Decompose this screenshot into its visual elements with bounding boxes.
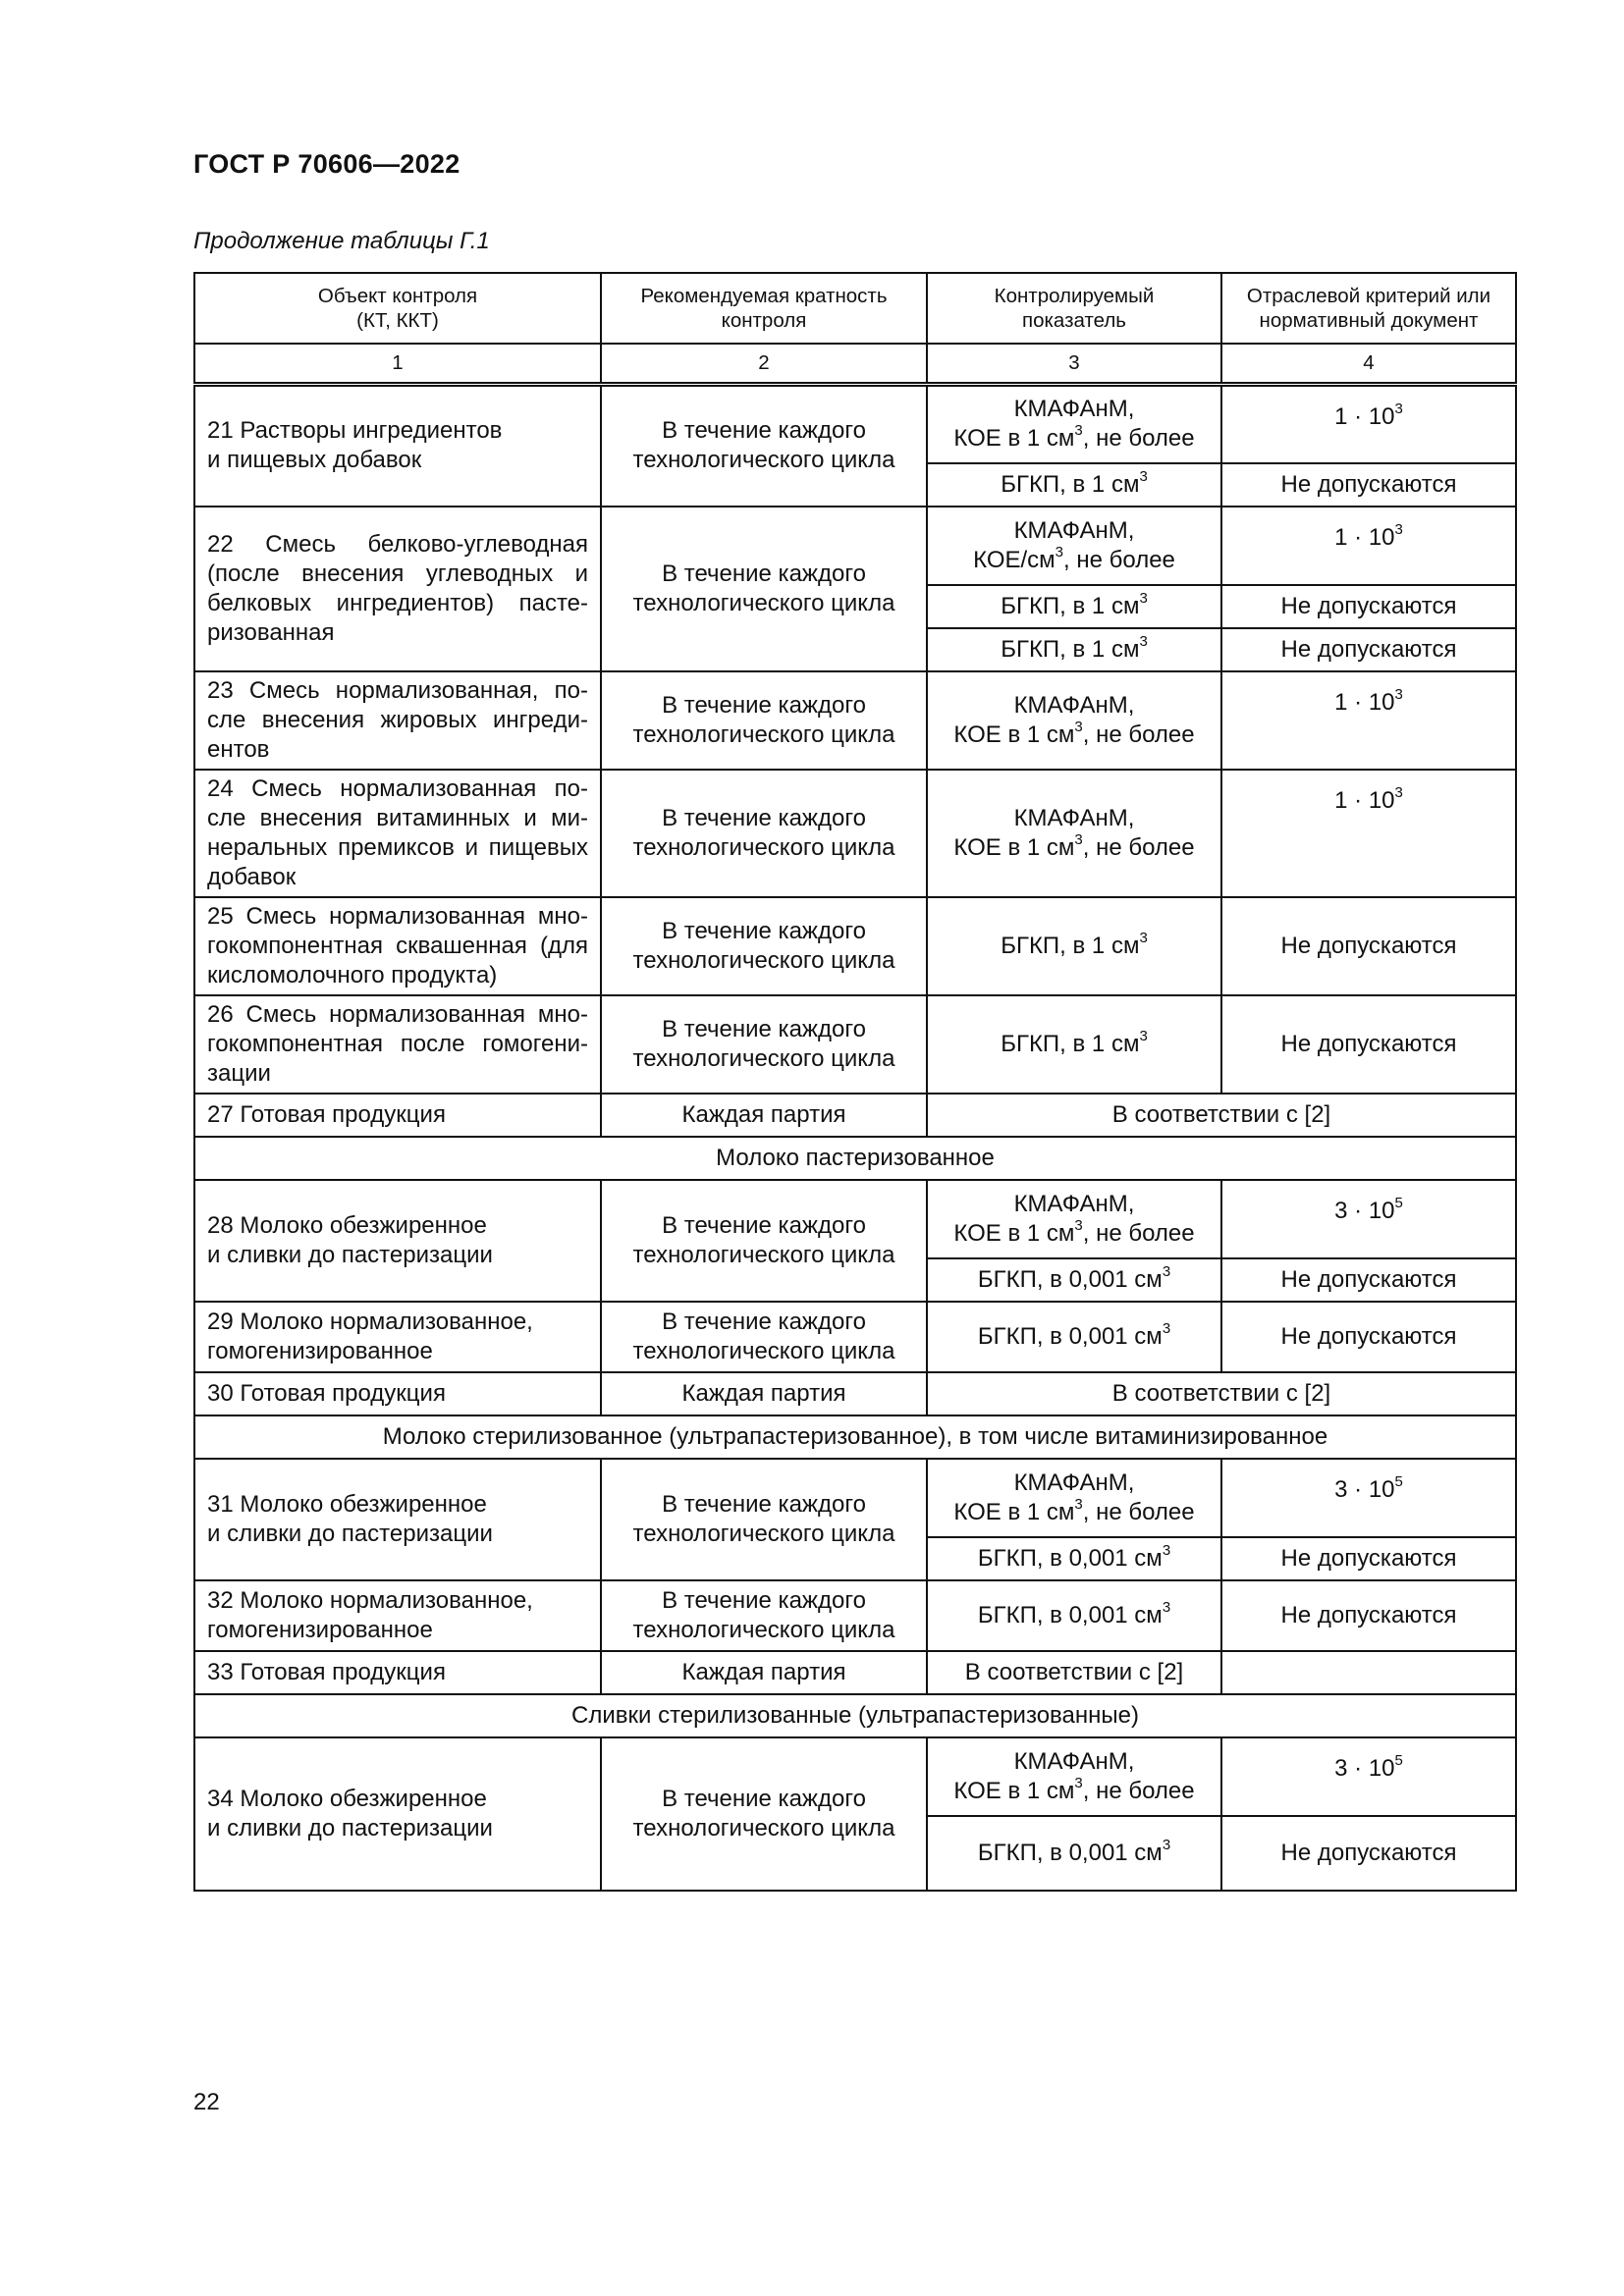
criterion-text: 1 · 10 xyxy=(1334,403,1395,430)
column-number: 3 xyxy=(927,344,1221,385)
section-row xyxy=(194,1415,1516,1459)
indicator-unit-exponent: 3 xyxy=(1055,543,1064,561)
control-object: 28 Молоко обезжиренное и сливки до пастеризации xyxy=(194,1180,601,1302)
control-frequency: Каждая партия xyxy=(601,1651,927,1694)
controlled-indicator xyxy=(927,507,1221,585)
indicator-unit-exponent: 3 xyxy=(1162,1262,1171,1280)
indicator-text: КМАФАнМ, КОЕ в 1 см xyxy=(953,1468,1135,1525)
table-caption: Продолжение таблицы Г.1 xyxy=(193,228,490,254)
controlled-indicator xyxy=(927,1537,1221,1580)
industry-criterion xyxy=(1221,463,1516,507)
normative-reference: В соответствии с [2] xyxy=(927,1372,1516,1415)
indicator-unit-exponent: 3 xyxy=(1074,1216,1083,1234)
column-number: 4 xyxy=(1221,344,1516,385)
indicator-unit-exponent: 3 xyxy=(1074,830,1083,848)
column-header: Объект контроля (КТ, ККТ) xyxy=(194,273,601,344)
section-title: Сливки стерилизованные (ультрапастеризованные) xyxy=(194,1694,1516,1737)
control-frequency: Каждая партия xyxy=(601,1094,927,1137)
control-frequency: В течение каждого технологического цикла xyxy=(601,1737,927,1891)
criterion-text: 1 · 10 xyxy=(1334,523,1395,551)
control-object: 27 Готовая продукция xyxy=(194,1094,601,1137)
indicator-text: БГКП, в 1 см xyxy=(1001,635,1140,663)
industry-criterion xyxy=(1221,995,1516,1094)
industry-criterion xyxy=(1221,1580,1516,1651)
criterion-text: 3 · 10 xyxy=(1334,1475,1395,1503)
table-row xyxy=(194,1094,1516,1137)
indicator-unit-exponent: 3 xyxy=(1074,718,1083,735)
table-header-row xyxy=(194,273,1516,344)
criterion-exponent: 5 xyxy=(1394,1751,1403,1769)
criterion-text: 3 · 10 xyxy=(1334,1754,1395,1782)
control-frequency: В течение каждого технологического цикла xyxy=(601,770,927,897)
industry-criterion xyxy=(1221,1537,1516,1580)
indicator-text: БГКП, в 1 см xyxy=(1001,1030,1140,1057)
indicator-suffix: , не более xyxy=(1063,546,1175,573)
indicator-text: БГКП, в 0,001 см xyxy=(977,1322,1163,1350)
criterion-text: 1 · 10 xyxy=(1334,786,1395,814)
control-object: 25 Смесь нормализованная мно-гокомпонентная сквашенная (для кисломолочного продукта) xyxy=(194,897,601,995)
control-object: 21 Растворы ингредиентов и пищевых добавок xyxy=(194,385,601,507)
control-frequency: В течение каждого технологического цикла xyxy=(601,507,927,671)
column-header: Контролируемый показатель xyxy=(927,273,1221,344)
industry-criterion xyxy=(1221,770,1516,897)
indicator-unit-exponent: 3 xyxy=(1139,1027,1148,1044)
criterion-text: Не допускаются xyxy=(1280,1265,1457,1293)
criterion-text: Не допускаются xyxy=(1280,592,1457,619)
table-row xyxy=(194,995,1516,1094)
control-frequency: В течение каждого технологического цикла xyxy=(601,995,927,1094)
indicator-text: КМАФАнМ, КОЕ в 1 см xyxy=(953,691,1135,748)
indicator-text: КМАФАнМ, КОЕ в 1 см xyxy=(953,1747,1135,1804)
table-row xyxy=(194,1651,1516,1694)
controlled-indicator xyxy=(927,995,1221,1094)
control-object: 31 Молоко обезжиренное и сливки до пастеризации xyxy=(194,1459,601,1580)
controlled-indicator xyxy=(927,770,1221,897)
indicator-text: БГКП, в 0,001 см xyxy=(977,1544,1163,1572)
control-object: 24 Смесь нормализованная по-сле внесения витаминных и ми-неральных премиксов и пищевых добавок xyxy=(194,770,601,897)
industry-criterion xyxy=(1221,1180,1516,1258)
control-object: 32 Молоко нормализованное, гомогенизированное xyxy=(194,1580,601,1651)
criterion-text: 3 · 10 xyxy=(1334,1197,1395,1224)
table-row xyxy=(194,385,1516,463)
industry-criterion xyxy=(1221,1651,1516,1694)
indicator-unit-exponent: 3 xyxy=(1162,1319,1171,1337)
criterion-exponent: 3 xyxy=(1394,400,1403,417)
indicator-suffix: , не более xyxy=(1082,1219,1195,1247)
document-code: ГОСТ Р 70606—2022 xyxy=(193,149,460,179)
section-row xyxy=(194,1137,1516,1180)
controlled-indicator xyxy=(927,897,1221,995)
indicator-suffix: , не более xyxy=(1082,1498,1195,1525)
industry-criterion xyxy=(1221,1459,1516,1537)
criterion-text: Не допускаются xyxy=(1280,1544,1457,1572)
control-object: 23 Смесь нормализованная, по-сле внесения жировых ингреди-ентов xyxy=(194,671,601,770)
column-header: Рекомендуемая кратность контроля xyxy=(601,273,927,344)
controlled-indicator xyxy=(927,1816,1221,1891)
indicator-unit-exponent: 3 xyxy=(1139,467,1148,485)
criterion-text: Не допускаются xyxy=(1280,1839,1457,1866)
criterion-text: Не допускаются xyxy=(1280,470,1457,498)
criterion-exponent: 5 xyxy=(1394,1472,1403,1490)
indicator-text: КМАФАнМ, КОЕ в 1 см xyxy=(953,804,1135,861)
normative-reference: В соответствии с [2] xyxy=(927,1094,1516,1137)
indicator-unit-exponent: 3 xyxy=(1162,1541,1171,1559)
controlled-indicator xyxy=(927,1302,1221,1372)
indicator-unit-exponent: 3 xyxy=(1139,929,1148,946)
criterion-exponent: 5 xyxy=(1394,1194,1403,1211)
indicator-text: БГКП, в 0,001 см xyxy=(977,1601,1163,1629)
industry-criterion xyxy=(1221,1258,1516,1302)
table-row xyxy=(194,1459,1516,1537)
industry-criterion xyxy=(1221,671,1516,770)
indicator-suffix: , не более xyxy=(1082,721,1195,748)
table-row xyxy=(194,507,1516,585)
control-object: 22 Смесь белково-углеводная (после внесения углеводных и белковых ингредиентов) пасте-ризованная xyxy=(194,507,601,671)
indicator-text: БГКП, в 1 см xyxy=(1001,470,1140,498)
indicator-text: БГКП, в 0,001 см xyxy=(977,1839,1163,1866)
indicator-unit-exponent: 3 xyxy=(1074,422,1083,440)
table-row xyxy=(194,1180,1516,1258)
controlled-indicator xyxy=(927,463,1221,507)
indicator-text: КМАФАнМ, КОЕ в 1 см xyxy=(953,1190,1135,1247)
section-title: Молоко пастеризованное xyxy=(194,1137,1516,1180)
indicator-suffix: , не более xyxy=(1082,425,1195,453)
controlled-indicator xyxy=(927,671,1221,770)
table-row xyxy=(194,1737,1516,1816)
control-frequency: В течение каждого технологического цикла xyxy=(601,1180,927,1302)
controlled-indicator xyxy=(927,628,1221,671)
control-frequency: В течение каждого технологического цикла xyxy=(601,385,927,507)
page-number: 22 xyxy=(193,2089,220,2115)
control-frequency: Каждая партия xyxy=(601,1372,927,1415)
controlled-indicator xyxy=(927,1580,1221,1651)
controlled-indicator xyxy=(927,1180,1221,1258)
controlled-indicator xyxy=(927,1258,1221,1302)
control-frequency: В течение каждого технологического цикла xyxy=(601,1459,927,1580)
criterion-text: Не допускаются xyxy=(1280,932,1457,959)
indicator-text: БГКП, в 0,001 см xyxy=(977,1265,1163,1293)
control-object: 29 Молоко нормализованное, гомогенизированное xyxy=(194,1302,601,1372)
column-number: 2 xyxy=(601,344,927,385)
table-row xyxy=(194,770,1516,897)
industry-criterion xyxy=(1221,507,1516,585)
controlled-indicator xyxy=(927,385,1221,463)
industry-criterion xyxy=(1221,897,1516,995)
controlled-indicator xyxy=(927,1651,1221,1694)
indicator-unit-exponent: 3 xyxy=(1139,632,1148,650)
indicator-text: БГКП, в 1 см xyxy=(1001,932,1140,959)
column-header: Отраслевой критерий или нормативный документ xyxy=(1221,273,1516,344)
table-row xyxy=(194,1302,1516,1372)
indicator-text: КМАФАнМ, КОЕ в 1 см xyxy=(953,396,1135,453)
indicator-text: В соответствии с [2] xyxy=(964,1658,1184,1685)
control-object: 33 Готовая продукция xyxy=(194,1651,601,1694)
criterion-text: Не допускаются xyxy=(1280,1601,1457,1629)
control-object: 26 Смесь нормализованная мно-гокомпонентная после гомогени-зации xyxy=(194,995,601,1094)
table-row xyxy=(194,1372,1516,1415)
control-frequency: В течение каждого технологического цикла xyxy=(601,671,927,770)
indicator-suffix: , не более xyxy=(1082,833,1195,861)
control-table xyxy=(193,272,1517,1892)
indicator-text: КМАФАнМ, КОЕ/см xyxy=(973,516,1135,573)
section-row xyxy=(194,1694,1516,1737)
industry-criterion xyxy=(1221,628,1516,671)
criterion-text: Не допускаются xyxy=(1280,635,1457,663)
control-object: 30 Готовая продукция xyxy=(194,1372,601,1415)
industry-criterion xyxy=(1221,1737,1516,1816)
industry-criterion xyxy=(1221,1302,1516,1372)
table-row xyxy=(194,897,1516,995)
industry-criterion xyxy=(1221,385,1516,463)
indicator-suffix: , не более xyxy=(1082,1777,1195,1804)
indicator-unit-exponent: 3 xyxy=(1162,1836,1171,1853)
table-row xyxy=(194,671,1516,770)
control-frequency: В течение каждого технологического цикла xyxy=(601,897,927,995)
criterion-exponent: 3 xyxy=(1394,520,1403,538)
section-title: Молоко стерилизованное (ультрапастеризованное), в том числе витаминизированное xyxy=(194,1415,1516,1459)
criterion-text: Не допускаются xyxy=(1280,1030,1457,1057)
indicator-unit-exponent: 3 xyxy=(1162,1598,1171,1616)
indicator-text: БГКП, в 1 см xyxy=(1001,592,1140,619)
controlled-indicator xyxy=(927,1737,1221,1816)
controlled-indicator xyxy=(927,585,1221,628)
table-row xyxy=(194,1580,1516,1651)
control-frequency: В течение каждого технологического цикла xyxy=(601,1302,927,1372)
control-frequency: В течение каждого технологического цикла xyxy=(601,1580,927,1651)
indicator-unit-exponent: 3 xyxy=(1139,589,1148,607)
controlled-indicator xyxy=(927,1459,1221,1537)
control-object: 34 Молоко обезжиренное и сливки до пастеризации xyxy=(194,1737,601,1891)
industry-criterion xyxy=(1221,1816,1516,1891)
indicator-unit-exponent: 3 xyxy=(1074,1495,1083,1513)
criterion-exponent: 3 xyxy=(1394,685,1403,703)
criterion-exponent: 3 xyxy=(1394,783,1403,801)
column-number: 1 xyxy=(194,344,601,385)
criterion-text: Не допускаются xyxy=(1280,1322,1457,1350)
industry-criterion xyxy=(1221,585,1516,628)
column-number-row xyxy=(194,344,1516,385)
indicator-unit-exponent: 3 xyxy=(1074,1774,1083,1791)
criterion-text: 1 · 10 xyxy=(1334,688,1395,716)
